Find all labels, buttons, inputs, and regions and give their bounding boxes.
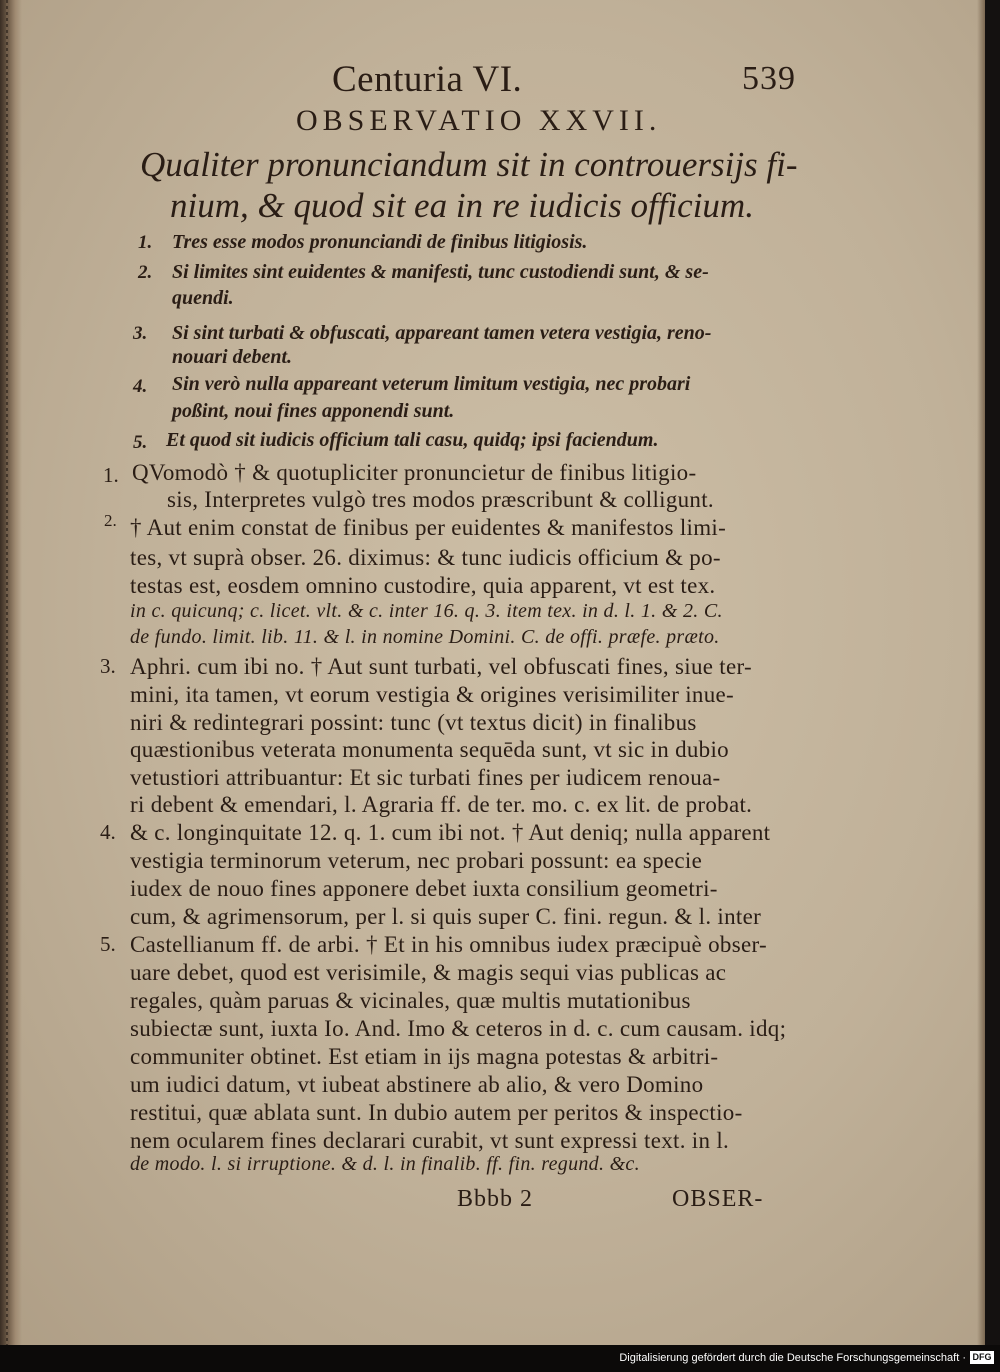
body-line: de fundo. limit. lib. 11. & l. in nomine Domini. C. de offi. præfe. præto. <box>130 626 720 648</box>
summary-line: nouari debent. <box>172 346 293 368</box>
body-line: de modo. l. si irruptione. & d. l. in finalib. ff. fin. regund. &c. <box>130 1153 640 1175</box>
page-number: 539 <box>742 60 796 97</box>
summary-line: poßint, noui fines apponendi sunt. <box>172 400 455 422</box>
body-line: nem ocularem fines declarari curabit, vt sunt expressi text. in l. <box>130 1128 730 1153</box>
dfg-logo: DFG <box>970 1351 994 1364</box>
heading-line: Qualiter pronunciandum sit in controuersijs fi- <box>140 145 798 184</box>
body-line: & c. longinquitate 12. q. 1. cum ibi not. † Aut deniq; nulla apparent <box>130 820 771 845</box>
heading-line: nium, & quod sit ea in re iudicis officium. <box>170 186 754 225</box>
summary-line: quendi. <box>172 287 234 309</box>
body-line: QVomodò † & quotupliciter pronuncietur de finibus litigio- <box>132 460 697 485</box>
page-edge <box>977 0 985 1345</box>
summary-line: Si limites sint euidentes & manifesti, tunc custodiendi sunt, & se- <box>172 261 709 283</box>
body-line: testas est, eosdem omnino custodire, quia apparent, vt est tex. <box>130 573 716 598</box>
body-line: in c. quicunq; c. licet. vlt. & c. inter 16. q. 3. item tex. in d. l. 1. & 2. C. <box>130 600 723 622</box>
summary-number: 1. <box>138 232 153 253</box>
margin-number: 3. <box>100 654 116 678</box>
catchword: OBSER- <box>672 1186 764 1212</box>
summary-line: Et quod sit iudicis officium tali casu, quidq; ipsi faciendum. <box>166 429 659 451</box>
footer-note: Digitalisierung gefördert durch die Deutsche Forschungsgemeinschaft · <box>619 1352 966 1364</box>
summary-line: Si sint turbati & obfuscati, appareant tamen vetera vestigia, reno- <box>172 322 712 344</box>
body-line: subiectæ sunt, iuxta Io. And. Imo & ceteros in d. c. cum causam. idq; <box>130 1016 787 1041</box>
body-line: quæstionibus veterata monumenta sequēda sunt, vt sic in dubio <box>130 737 729 762</box>
running-title: Centuria VI. <box>332 59 523 100</box>
signature-mark: Bbbb 2 <box>457 1186 534 1212</box>
body-line: mini, ita tamen, vt eorum vestigia & origines verisimiliter inue- <box>130 682 734 707</box>
body-line: restitui, quæ ablata sunt. In dubio autem per peritos & inspectio- <box>130 1100 743 1125</box>
body-line: iudex de nouo fines apponere debet iuxta consilium geometri- <box>130 876 718 901</box>
body-line: Castellianum ff. de arbi. † Et in his omnibus iudex præcipuè obser- <box>130 932 767 957</box>
body-line: niri & redintegrari possint: tunc (vt textus dicit) in finalibus <box>130 710 697 735</box>
body-line: Aphri. cum ibi no. † Aut sunt turbati, vel obfuscati fines, siue ter- <box>130 654 752 679</box>
summary-number: 2. <box>138 262 153 283</box>
observation-title: OBSERVATIO XXVII. <box>296 104 662 137</box>
body-line: vestigia terminorum veterum, nec probari possunt: ea specie <box>130 848 703 873</box>
body-line: tes, vt suprà obser. 26. diximus: & tunc iudicis officium & po- <box>130 545 721 570</box>
body-line: † Aut enim constat de finibus per euidentes & manifestos limi- <box>130 515 727 540</box>
body-line: vetustiori attribuantur: Et sic turbati fines per iudicem renoua- <box>130 765 721 790</box>
body-line: um iudici datum, vt iubeat abstinere ab alio, & vero Domino <box>130 1072 704 1097</box>
summary-line: Sin verò nulla appareant veterum limitum vestigia, nec probari <box>172 373 691 395</box>
summary-number: 5. <box>133 432 148 453</box>
summary-number: 3. <box>133 323 148 344</box>
body-line: communiter obtinet. Est etiam in ijs magna potestas & arbitri- <box>130 1044 719 1069</box>
margin-number: 5. <box>100 932 116 956</box>
body-line: regales, quàm paruas & vicinales, quæ multis mutationibus <box>130 988 691 1013</box>
margin-number: 4. <box>100 820 116 844</box>
body-line: uare debet, quod est verisimile, & magis sequi vias publicas ac <box>130 960 727 985</box>
book-binding <box>0 0 22 1345</box>
digitization-footer <box>0 1345 1000 1372</box>
body-line: sis, Interpretes vulgò tres modos præscribunt & colligunt. <box>167 487 714 512</box>
summary-number: 4. <box>133 376 148 397</box>
margin-number: 1. <box>103 463 119 487</box>
margin-number: 2. <box>104 511 117 530</box>
body-line: cum, & agrimensorum, per l. si quis super C. fini. regun. & l. inter <box>130 904 762 929</box>
body-line: ri debent & emendari, l. Agraria ff. de ter. mo. c. ex lit. de probat. <box>130 792 753 817</box>
summary-line: Tres esse modos pronunciandi de finibus litigiosis. <box>172 231 588 253</box>
